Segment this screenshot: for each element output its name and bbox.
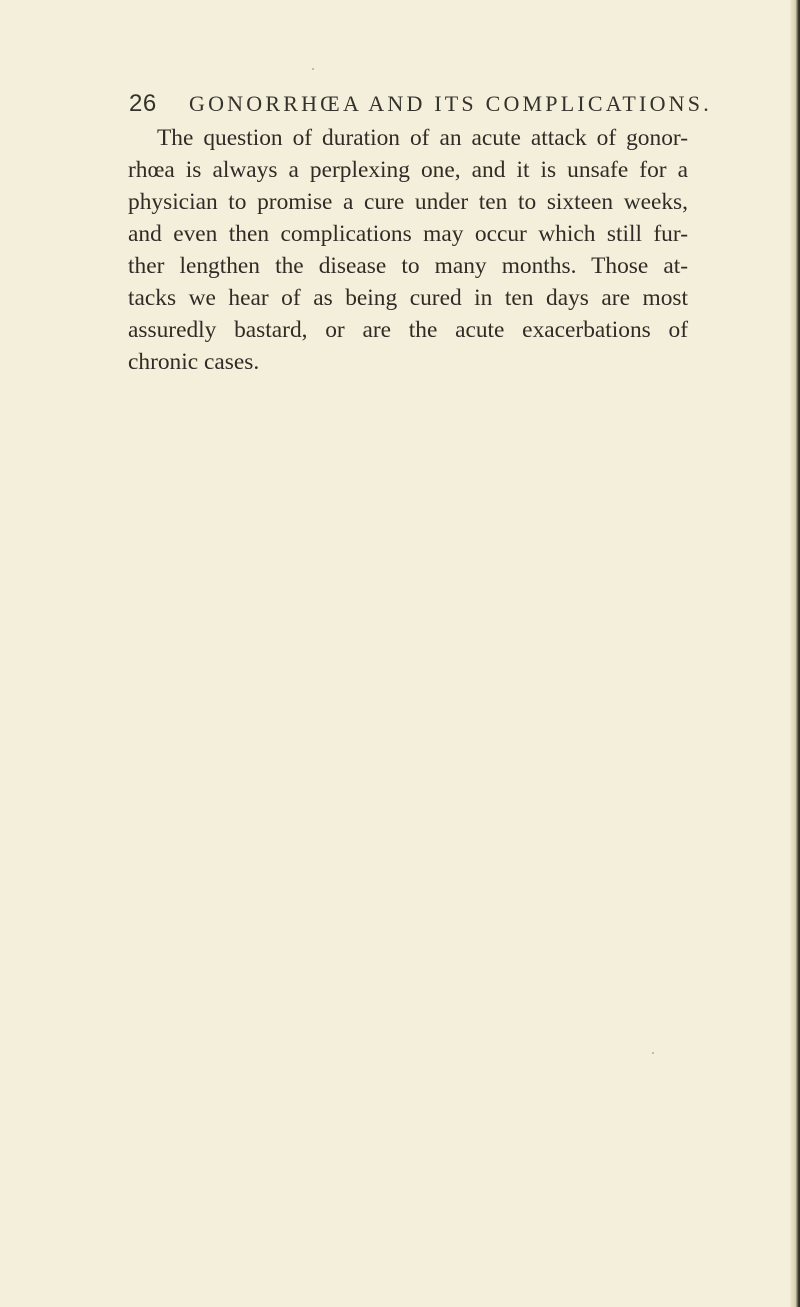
text-line: assuredly bastard, or are the acute exacerbations of — [128, 317, 688, 343]
paragraph — [128, 122, 688, 378]
text-line: rhœa is always a perplexing one, and it is unsafe for a — [128, 157, 688, 183]
text-line: physician to promise a cure under ten to sixteen weeks, — [128, 189, 688, 215]
text-line: tacks we hear of as being cured in ten days are most — [128, 285, 688, 311]
paper-speck — [652, 1052, 654, 1054]
running-head: GONORRHŒA AND ITS COMPLICATIONS. — [189, 91, 712, 116]
text-line: chronic cases. — [128, 349, 260, 375]
page-number: 26 — [129, 90, 157, 117]
text-line: and even then complications may occur which still fur- — [128, 221, 688, 247]
page-edge-shadow — [790, 0, 800, 1307]
text-line: ther lengthen the disease to many months. Those at- — [128, 253, 688, 279]
paper-speck — [312, 68, 314, 70]
text-line: The question of duration of an acute attack of gonor- — [157, 125, 688, 151]
